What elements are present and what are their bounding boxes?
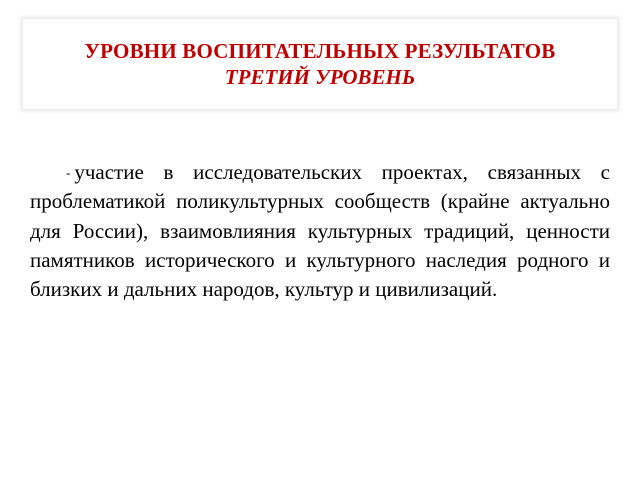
slide-subtitle: ТРЕТИЙ УРОВЕНЬ xyxy=(224,65,416,89)
slide-title: УРОВНИ ВОСПИТАТЕЛЬНЫХ РЕЗУЛЬТАТОВ xyxy=(84,39,556,63)
title-box xyxy=(23,19,617,109)
body-paragraph xyxy=(30,158,610,304)
body-text: участие в исследовательских проектах, связанных с проблематикой поликультурных сообществ (крайне актуально для России), взаимовлияния культурных традиций, ценности памятников исторического и культурного наследия родного и близких и дальних народов, культур и цивилизаций. xyxy=(30,160,610,302)
bullet-dash: - xyxy=(66,165,71,180)
